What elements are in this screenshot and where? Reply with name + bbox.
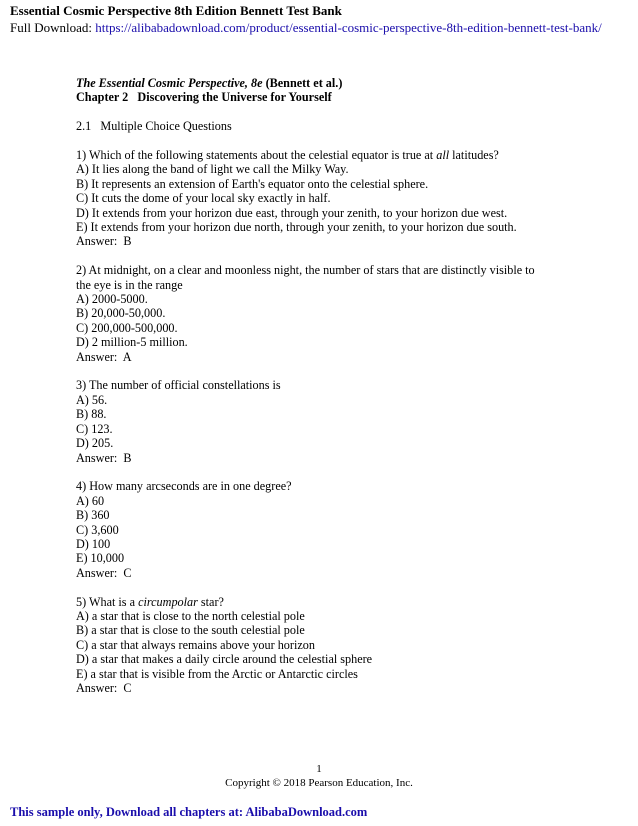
answer-option: B) 88. (76, 407, 107, 422)
sample-notice: This sample only, Download all chapters at: AlibabaDownload.com (10, 805, 368, 819)
question-3 (76, 378, 596, 464)
full-download-line (10, 20, 602, 36)
answer-option: E) 10,000 (76, 551, 125, 566)
answer-key: Answer: B (76, 234, 132, 249)
book-authors: (Bennett et al.) (262, 76, 343, 90)
question-stem: 4) How many arcseconds are in one degree? (76, 479, 292, 494)
answer-key: Answer: A (76, 349, 132, 364)
answer-option: E) a star that is visible from the Arctic or Antarctic circles (76, 666, 358, 681)
section-heading: 2.1 Multiple Choice Questions (76, 119, 232, 134)
stem-text: 1) Which of the following statements about the celestial equator is true at (76, 148, 437, 162)
answer-option: D) 100 (76, 536, 111, 551)
answer-option: C) a star that always remains above your horizon (76, 637, 315, 652)
answer-option: C) 123. (76, 421, 113, 436)
full-download-label: Full Download: (10, 20, 96, 35)
answer-option: C) 200,000-500,000. (76, 320, 178, 335)
question-stem (76, 148, 596, 162)
answer-option: B) 20,000-50,000. (76, 306, 166, 321)
full-download-link[interactable]: https://alibabadownload.com/product/essential-cosmic-perspective-8th-edition-bennett-test-bank/ (95, 20, 602, 35)
stem-emphasis: circumpolar (138, 594, 198, 609)
stem-emphasis: all (436, 148, 450, 162)
document-body (76, 76, 596, 695)
answer-option: E) It extends from your horizon due north, through your zenith, to your horizon due south. (76, 220, 517, 235)
book-title: The Essential Cosmic Perspective, 8e (76, 76, 263, 90)
answer-key: Answer: B (76, 450, 132, 465)
answer-key: Answer: C (76, 565, 132, 580)
page-number: 1 (316, 763, 322, 775)
answer-key: Answer: C (76, 680, 132, 695)
question-1 (76, 148, 596, 249)
question-2 (76, 263, 596, 364)
stem-text: latitudes? (449, 148, 499, 162)
stem-text: star? (197, 594, 224, 609)
answer-option: D) a star that makes a daily circle around the celestial sphere (76, 652, 373, 667)
watermark-title: Essential Cosmic Perspective 8th Edition Bennett Test Bank (10, 3, 342, 18)
answer-option: B) 360 (76, 508, 110, 523)
answer-option: B) a star that is close to the south celestial pole (76, 623, 305, 638)
answer-option: A) 60 (76, 493, 105, 508)
answer-option: A) It lies along the band of light we call the Milky Way. (76, 162, 349, 177)
copyright-notice: Copyright © 2018 Pearson Education, Inc. (225, 777, 413, 789)
answer-option: B) It represents an extension of Earth's equator onto the celestial sphere. (76, 176, 429, 191)
answer-option: D) It extends from your horizon due east, through your zenith, to your horizon due west. (76, 205, 508, 220)
answer-option: D) 205. (76, 436, 114, 451)
question-stem: 3) The number of official constellations is (76, 378, 281, 393)
question-stem: 2) At midnight, on a clear and moonless night, the number of stars that are distinctly visible to (76, 263, 535, 278)
book-title-line (76, 76, 596, 90)
question-5 (76, 595, 596, 696)
answer-option: A) 56. (76, 392, 108, 407)
chapter-heading: Chapter 2 Discovering the Universe for Yourself (76, 90, 332, 105)
answer-option: A) 2000-5000. (76, 292, 148, 307)
answer-option: D) 2 million-5 million. (76, 335, 188, 350)
question-stem-continued: the eye is in the range (76, 277, 183, 292)
question-4 (76, 479, 596, 580)
stem-text: 5) What is a (76, 594, 139, 609)
answer-option: C) It cuts the dome of your local sky exactly in half. (76, 191, 331, 206)
question-stem (76, 595, 596, 609)
answer-option: C) 3,600 (76, 522, 119, 537)
answer-option: A) a star that is close to the north celestial pole (76, 608, 305, 623)
